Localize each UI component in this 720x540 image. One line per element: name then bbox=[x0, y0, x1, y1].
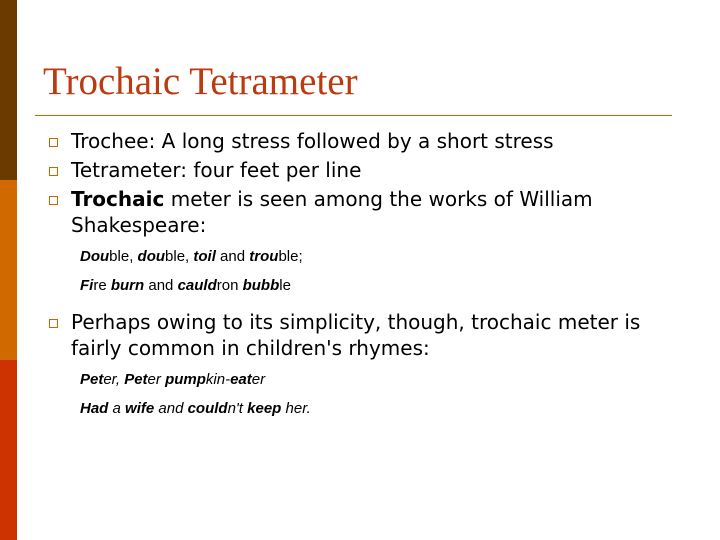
example-line bbox=[47, 276, 687, 296]
stressed-syllable: Pet bbox=[80, 371, 104, 388]
unstressed-text: and bbox=[154, 400, 188, 417]
slide-title: Trochaic Tetrameter bbox=[43, 60, 358, 103]
stressed-syllable: burn bbox=[110, 277, 145, 294]
stressed-syllable: Pet bbox=[124, 371, 148, 388]
unstressed-text: le bbox=[279, 277, 291, 294]
unstressed-text: ble, bbox=[109, 248, 138, 265]
hollow-square-icon bbox=[49, 167, 58, 176]
bullet-text: meter is seen among the works of William Shakespeare: bbox=[71, 187, 593, 237]
stressed-syllable: bubb bbox=[242, 277, 280, 294]
hollow-square-icon bbox=[49, 196, 58, 205]
unstressed-text: er bbox=[251, 371, 266, 388]
sidebar-segment-top bbox=[0, 0, 17, 180]
stressed-syllable: cauld bbox=[177, 277, 217, 294]
unstressed-text: her. bbox=[281, 400, 311, 417]
example-line bbox=[47, 399, 687, 419]
bullet-item bbox=[47, 128, 687, 154]
stressed-syllable: Fi bbox=[80, 277, 94, 294]
unstressed-text: ron bbox=[216, 277, 243, 294]
unstressed-text: er bbox=[147, 371, 166, 388]
bullet-item bbox=[47, 309, 687, 361]
example-line bbox=[47, 247, 687, 267]
decorative-sidebar bbox=[0, 0, 17, 540]
example-line bbox=[47, 370, 687, 390]
hollow-square-icon bbox=[49, 319, 58, 328]
unstressed-text: and bbox=[144, 277, 178, 294]
title-divider bbox=[35, 115, 672, 116]
stressed-syllable: trou bbox=[249, 248, 279, 265]
stressed-syllable: eat bbox=[230, 371, 252, 388]
stressed-syllable: wife bbox=[125, 400, 155, 417]
stressed-syllable: Dou bbox=[80, 248, 110, 265]
unstressed-text: and bbox=[215, 248, 250, 265]
bullet-bold-term: Trochaic bbox=[71, 187, 165, 211]
unstressed-text: er, bbox=[103, 371, 125, 388]
slide-content bbox=[47, 128, 687, 428]
unstressed-text: re bbox=[93, 277, 111, 294]
unstressed-text: ble, bbox=[165, 248, 194, 265]
stressed-syllable: keep bbox=[247, 400, 282, 417]
stressed-syllable: could bbox=[187, 400, 228, 417]
unstressed-text: kin- bbox=[205, 371, 231, 388]
stressed-syllable: pump bbox=[165, 371, 206, 388]
unstressed-text: n't bbox=[227, 400, 248, 417]
unstressed-text: a bbox=[108, 400, 126, 417]
bullet-text: Tetrameter: four feet per line bbox=[71, 158, 362, 182]
bullet-item bbox=[47, 157, 687, 183]
sidebar-segment-bottom bbox=[0, 360, 17, 540]
sidebar-segment-middle bbox=[0, 180, 17, 360]
bullet-item bbox=[47, 186, 687, 238]
stressed-syllable: Had bbox=[80, 400, 109, 417]
bullet-text: Trochee: A long stress followed by a short stress bbox=[71, 129, 554, 153]
stressed-syllable: toil bbox=[193, 248, 216, 265]
hollow-square-icon bbox=[49, 138, 58, 147]
unstressed-text: ble; bbox=[278, 248, 303, 265]
stressed-syllable: dou bbox=[137, 248, 166, 265]
bullet-text: Perhaps owing to its simplicity, though, trochaic meter is fairly common in children's rhymes: bbox=[71, 310, 641, 360]
